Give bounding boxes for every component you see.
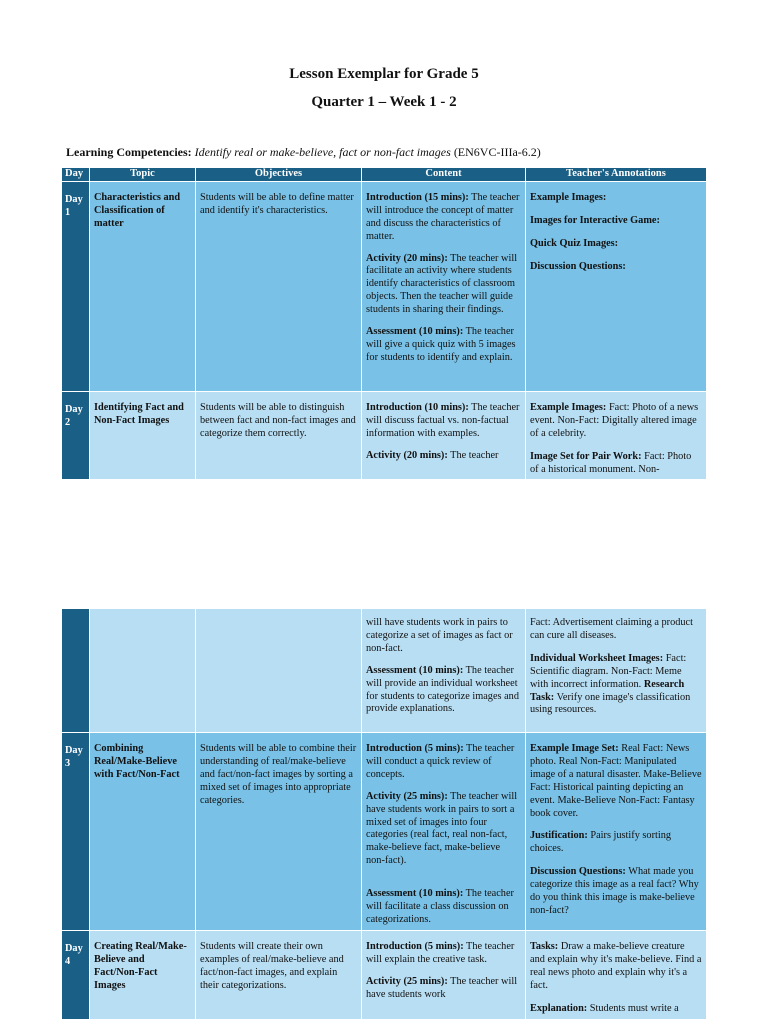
objectives-cell: Students will be able to distinguish between fact and non-fact images and categorize them correctly. xyxy=(196,392,362,481)
content-text: The teacher will have students work in pairs to sort a mixed set of images into four categories (real fact, real non-fact, make-believe fact, make-believe non-fact). xyxy=(366,790,518,867)
annotation-paragraph xyxy=(530,451,702,477)
content-paragraph xyxy=(366,450,521,463)
annotation-text: Students must write a xyxy=(587,1002,679,1014)
table-row xyxy=(62,182,707,392)
day-cell xyxy=(62,609,90,733)
document-title: Lesson Exemplar for Grade 5 xyxy=(289,66,479,82)
annotation-label: Research Task: xyxy=(530,678,685,703)
content-label: Introduction (10 mins): xyxy=(366,401,469,413)
topic-cell xyxy=(90,609,196,733)
annotation-paragraph xyxy=(530,617,702,643)
annotation-label: Quick Quiz Images: xyxy=(530,237,619,249)
annotation-text: Fact: Photo of a news event. Non-Fact: Digitally altered image of a celebrity. xyxy=(530,401,699,439)
topic-cell: Creating Real/Make-Believe and Fact/Non-Fact Images xyxy=(90,931,196,1020)
lesson-table-page-2 xyxy=(62,609,707,1020)
objectives-cell: Students will be able to define matter and identify it's characteristics. xyxy=(196,182,362,392)
content-text: The teacher will discuss factual vs. non-factual information with examples. xyxy=(366,401,520,439)
table-row xyxy=(62,733,707,931)
content-label: Assessment (10 mins): xyxy=(366,888,464,900)
day-cell: Day 3 xyxy=(62,733,90,931)
content-paragraph xyxy=(366,665,521,717)
content-label: Introduction (15 mins): xyxy=(366,191,469,203)
header-content: Content xyxy=(362,168,526,182)
header-objectives: Objectives xyxy=(196,168,362,182)
table-row xyxy=(62,392,707,481)
objectives-cell xyxy=(196,609,362,733)
content-label: Introduction (5 mins): xyxy=(366,743,464,754)
annotation-label: Tasks: xyxy=(530,941,559,952)
content-paragraph xyxy=(366,888,521,927)
annotation-text: What made you categorize this image as a real fact? Why do you think this image is make-believe non-fact? xyxy=(530,866,699,916)
content-text: The teacher will have students work xyxy=(366,975,518,1000)
day-cell: Day 2 xyxy=(62,392,90,481)
content-label: Activity (20 mins): xyxy=(366,252,448,264)
annotation-paragraph xyxy=(530,653,702,718)
content-paragraph xyxy=(366,976,521,1002)
annotation-text: Fact: Photo of a historical monument. Non- xyxy=(530,450,692,475)
content-paragraph xyxy=(366,192,521,244)
annotation-text: Draw a make-believe creature and explain why it's make-believe. Find a real news photo and explain why it's a fact. xyxy=(530,941,702,991)
annotation-paragraph xyxy=(530,866,702,918)
annotation-text: Fact: Advertisement claiming a product can cure all diseases. xyxy=(530,617,693,641)
topic-cell: Identifying Fact and Non-Fact Images xyxy=(90,392,196,481)
content-cell xyxy=(362,609,526,733)
annotation-label: Example Images: xyxy=(530,191,607,203)
content-text: The teacher will facilitate a class discussion on categorizations. xyxy=(366,888,514,925)
annotation-label: Image Set for Pair Work: xyxy=(530,450,642,462)
content-paragraph xyxy=(366,326,521,365)
topic-cell: Combining Real/Make-Believe with Fact/Non-Fact xyxy=(90,733,196,931)
annotation-text: Pairs justify sorting choices. xyxy=(530,830,672,855)
competencies-text: Identify real or make-believe, fact or non-fact images xyxy=(194,145,451,159)
content-text: The teacher will explain the creative task. xyxy=(366,941,515,965)
content-label: Activity (25 mins): xyxy=(366,975,448,987)
header-day: Day xyxy=(62,168,90,182)
content-label: Assessment (10 mins): xyxy=(366,664,464,676)
day-cell: Day 4 xyxy=(62,931,90,1020)
content-paragraph xyxy=(366,402,521,441)
content-cell xyxy=(362,733,526,931)
annotation-label: Individual Worksheet Images: xyxy=(530,652,664,664)
content-cell xyxy=(362,392,526,481)
content-text: The teacher will give a quick quiz with 5 images for students to identify and explain. xyxy=(366,326,516,363)
annotations-cell xyxy=(526,182,707,392)
content-label: Activity (20 mins): xyxy=(366,449,448,461)
document-subtitle: Quarter 1 – Week 1 - 2 xyxy=(311,94,457,110)
annotations-cell xyxy=(526,392,707,481)
content-paragraph xyxy=(366,743,521,782)
annotation-label: Images for Interactive Game: xyxy=(530,214,660,226)
learning-competencies xyxy=(66,145,541,160)
content-text: The teacher will introduce the concept of matter and discuss the characteristics of matter. xyxy=(366,191,520,242)
annotation-paragraph xyxy=(530,192,702,205)
annotations-cell xyxy=(526,733,707,931)
content-label: Activity (25 mins): xyxy=(366,790,448,802)
annotation-paragraph xyxy=(530,261,702,274)
objectives-cell: Students will be able to combine their understanding of real/make-believe and fact/non-fact images by sorting a mixed set of images into appropriate categories. xyxy=(196,733,362,931)
table-row xyxy=(62,609,707,733)
content-text: will have students work in pairs to categorize a set of images as fact or non-fact. xyxy=(366,617,513,654)
content-text: The teacher xyxy=(447,449,499,461)
day-cell: Day 1 xyxy=(62,182,90,392)
annotation-paragraph xyxy=(530,743,702,820)
annotation-label: Example Images: xyxy=(530,401,607,413)
annotation-paragraph xyxy=(530,941,702,993)
topic-cell: Characteristics and Classification of matter xyxy=(90,182,196,392)
annotation-label: Justification: xyxy=(530,830,588,842)
annotation-text: Fact: Scientific diagram. Non-Fact: Meme with incorrect information. xyxy=(530,652,687,690)
lesson-table-page-1 xyxy=(62,168,707,480)
annotation-text: Verify one image's classification using resources. xyxy=(530,691,691,716)
content-paragraph xyxy=(366,617,521,656)
header-topic: Topic xyxy=(90,168,196,182)
table-header-row xyxy=(62,168,707,182)
objectives-cell: Students will create their own examples of real/make-believe and fact/non-fact images, and explain their categorizations. xyxy=(196,931,362,1020)
content-paragraph xyxy=(366,941,521,967)
annotation-paragraph xyxy=(530,830,702,856)
annotation-label: Discussion Questions: xyxy=(530,260,626,272)
content-text: The teacher will provide an individual worksheet for students to categorize images and provide explanations. xyxy=(366,664,519,715)
content-text: The teacher will facilitate an activity where students identify characteristics of classroom objects. Then the teacher will guide students in sharing their findings. xyxy=(366,252,518,316)
competencies-code: (EN6VC-IIIa-6.2) xyxy=(453,145,541,159)
annotation-text: Real Fact: News photo. Real Non-Fact: Manipulated image of a natural disaster. Make-Believe Fact: Historical painting depicting an event. Make-Believe Non-Fact: Fantasy book cover. xyxy=(530,743,702,819)
annotation-paragraph xyxy=(530,1003,702,1016)
annotations-cell xyxy=(526,931,707,1020)
annotations-cell xyxy=(526,609,707,733)
content-label: Assessment (10 mins): xyxy=(366,326,464,338)
content-paragraph xyxy=(366,791,521,868)
annotation-paragraph xyxy=(530,238,702,251)
annotation-label: Explanation: xyxy=(530,1002,588,1014)
table-row xyxy=(62,931,707,1020)
header-annotations: Teacher's Annotations xyxy=(526,168,707,182)
content-paragraph xyxy=(366,253,521,318)
annotation-label: Example Image Set: xyxy=(530,743,619,754)
content-cell xyxy=(362,931,526,1020)
annotation-paragraph xyxy=(530,215,702,228)
content-cell xyxy=(362,182,526,392)
annotation-label: Discussion Questions: xyxy=(530,866,626,878)
content-text: The teacher will conduct a quick review of concepts. xyxy=(366,743,515,780)
content-label: Introduction (5 mins): xyxy=(366,941,464,952)
annotation-paragraph xyxy=(530,402,702,441)
competencies-label: Learning Competencies: xyxy=(66,145,192,159)
